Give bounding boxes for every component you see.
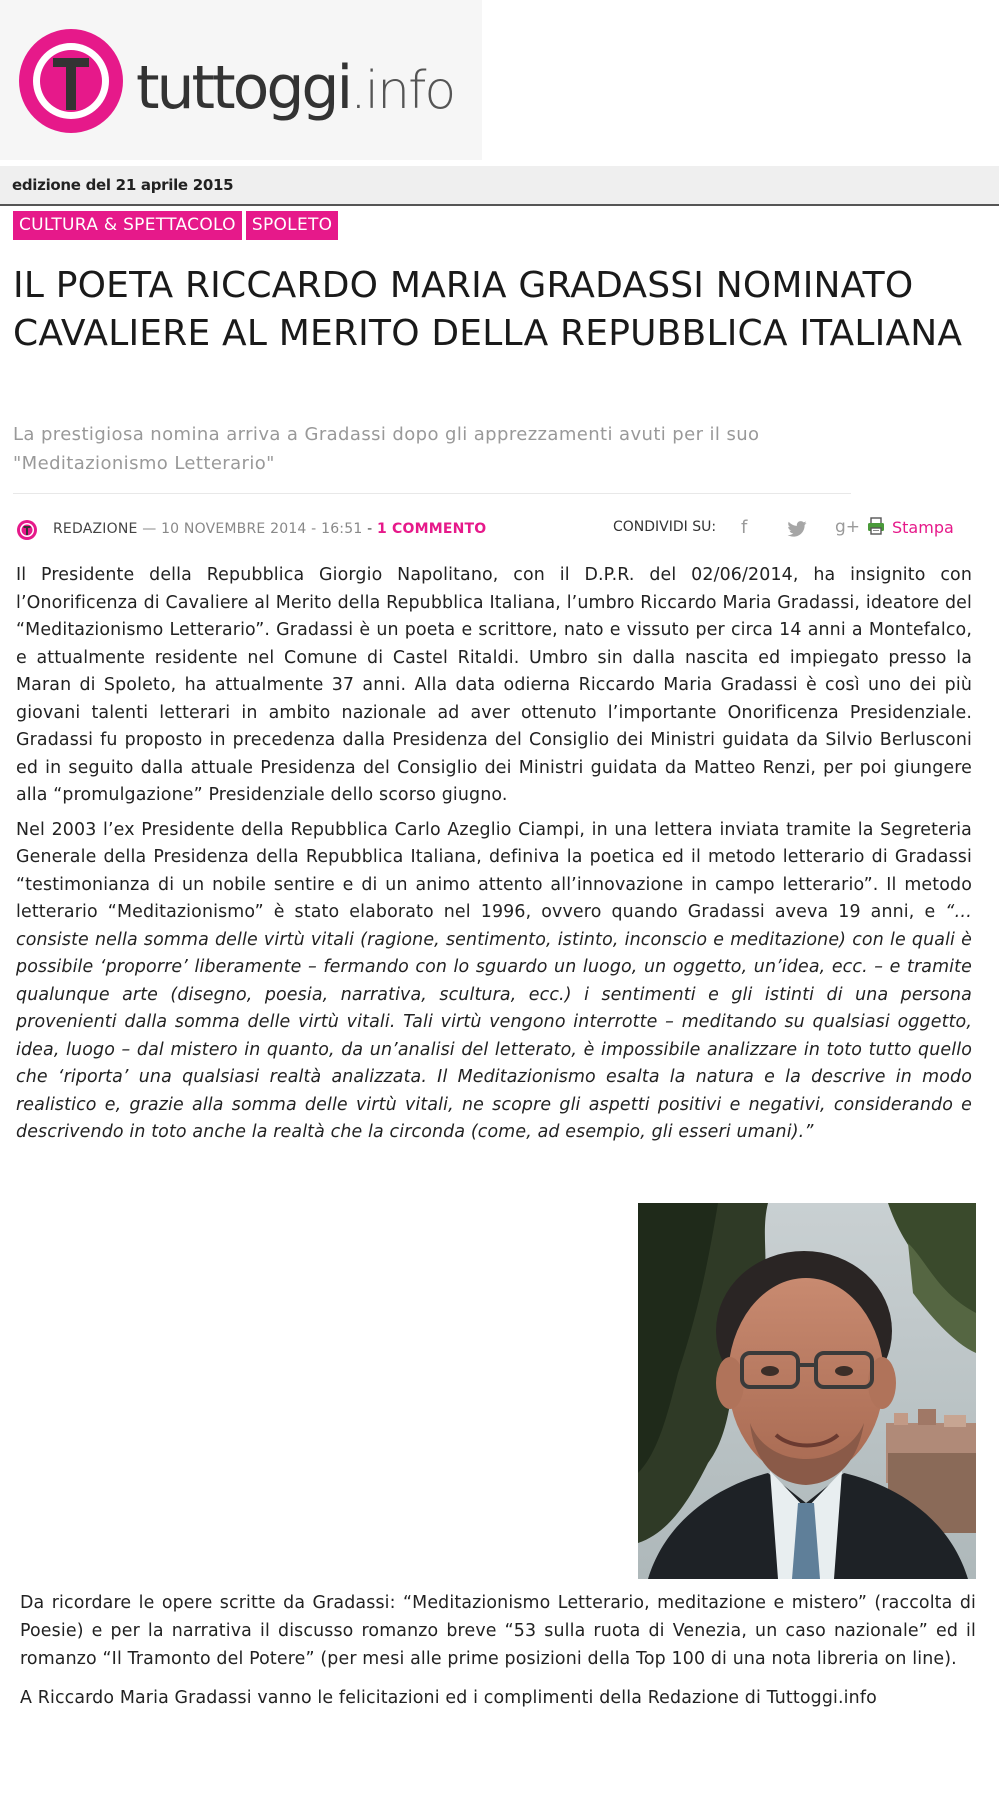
article-subtitle: La prestigiosa nomina arriva a Gradassi dopo gli apprezzamenti avuti per il suo "Meditazionismo Letterario" bbox=[13, 424, 760, 474]
article-body bbox=[16, 562, 972, 1154]
category-tag-cultura[interactable]: CULTURA & SPETTACOLO bbox=[13, 211, 242, 240]
paragraph-4: A Riccardo Maria Gradassi vanno le felicitazioni ed i complimenti della Redazione di Tuttoggi.info bbox=[20, 1688, 877, 1708]
edition-date: edizione del 21 aprile 2015 bbox=[12, 176, 234, 194]
author-name[interactable]: REDAZIONE bbox=[53, 521, 138, 537]
category-tag-spoleto[interactable]: SPOLETO bbox=[246, 211, 339, 240]
paragraph-2-quote: “… consiste nella somma delle virtù vitali (ragione, sentimento, istinto, inconscio e meditazione) con le quali è possibile ‘proporre’ liberamente – fermando con lo sguardo un luogo, un oggetto, un’idea, ecc. – e tramite qualunque arte (disegno, poesia, narrativa, scultura, ecc.) i sentimenti e gli istinti di una persona provenienti dalla somma delle virtù vitali. Tali virtù vengono interrotte – meditando su qualsiasi oggetto, idea, luogo – dal mistero in quanto, da un’analisi del letterato, è impossibile analizzare in toto tutto quello che ‘riporta’ una qualsiasi realtà analizzata. Il Meditazionismo esalta la natura e la descrive in modo realistico e, grazie alla somma delle virtù vitali, ne scopre gli aspetti positivi e negativi, considerando e descrivendo in toto anche la realtà che la circonda (come, ad esempio, gli esseri umani).” bbox=[16, 902, 972, 1142]
paragraph-2-intro: Nel 2003 l’ex Presidente della Repubblica Carlo Azeglio Ciampi, in una lettera inviata tramite la Segreteria Generale della Presidenza della Repubblica Italiana, definiva la poetica ed il metodo letterario di Gradassi “testimonianza di un nobile sentire e di un animo attento all’innovazione in campo letterario”. Il metodo letterario “Meditazionismo” è stato elaborato nel 1996, ovvero quando Gradassi aveva 19 anni, e bbox=[16, 819, 972, 922]
logo-suffix: .info bbox=[350, 61, 455, 121]
facebook-icon[interactable]: f bbox=[741, 517, 748, 538]
article-meta bbox=[13, 512, 973, 548]
comments-link[interactable]: 1 COMMENTO bbox=[377, 521, 487, 537]
paragraph-1: Il Presidente della Repubblica Giorgio Napolitano, con il D.P.R. del 02/06/2014, ha insignito con l’Onorificenza di Cavaliere al Merito della Repubblica Italiana, l’umbro Riccardo Maria Gradassi, ideatore del “Meditazionismo Letterario”. Gradassi è un poeta e scrittore, nato e vissuto per circa 14 anni a Montefalco, e attualmente residente nel Comune di Castel Ritaldi. Umbro sin dalla nascita ed impiegato presso la Maran di Spoleto, ha attualmente 37 anni. Alla data odierna Riccardo Maria Gradassi è così uno dei più giovani talenti letterari in ambito nazionale ad aver ottenuto l’importante Onorificenza Presidenziale. Gradassi fu proposto in precedenza dalla Presidenza del Consiglio dei Ministri guidata da Silvio Berlusconi ed in seguito dalla attuale Presidenza del Consiglio dei Ministri guidata da Matteo Renzi, per poi giungere alla “promulgazione” Presidenziale dello scorso giugno. bbox=[16, 565, 972, 805]
category-tags bbox=[13, 211, 338, 240]
paragraph-2 bbox=[16, 817, 972, 1147]
printer-icon bbox=[866, 516, 886, 536]
article-title: IL POETA RICCARDO MARIA GRADASSI NOMINATO CAVALIERE AL MERITO DELLA REPUBBLICA ITALIANA bbox=[13, 265, 963, 354]
tuttoggi-logo-icon[interactable] bbox=[14, 24, 128, 138]
site-logo-wordmark[interactable] bbox=[136, 53, 455, 123]
twitter-icon[interactable] bbox=[787, 521, 807, 537]
article-closing bbox=[20, 1589, 976, 1723]
logo-word: tuttoggi bbox=[136, 53, 351, 123]
author-avatar-icon bbox=[16, 519, 38, 541]
author-portrait-photo bbox=[638, 1203, 976, 1579]
print-label: Stampa bbox=[892, 518, 954, 537]
site-header bbox=[0, 0, 482, 160]
edition-bar bbox=[0, 166, 999, 206]
publish-date: 10 NOVEMBRE 2014 - 16:51 bbox=[161, 521, 363, 537]
byline: REDAZIONE — 10 NOVEMBRE 2014 - 16:51 - 1 COMMENTO bbox=[53, 521, 487, 537]
googleplus-icon[interactable]: g+ bbox=[835, 517, 861, 537]
meta-divider bbox=[13, 493, 851, 494]
share-label: CONDIVIDI SU: bbox=[613, 519, 717, 535]
paragraph-3: Da ricordare le opere scritte da Gradassi: “Meditazionismo Letterario, meditazione e mistero” (raccolta di Poesie) e per la narrativa il discusso romanzo breve “53 sulla ruota di Venezia, un caso nazionale” ed il romanzo “Il Tramonto del Potere” (per mesi alle prime posizioni della Top 100 di una nota libreria on line). bbox=[20, 1593, 976, 1669]
print-button[interactable] bbox=[866, 516, 954, 537]
